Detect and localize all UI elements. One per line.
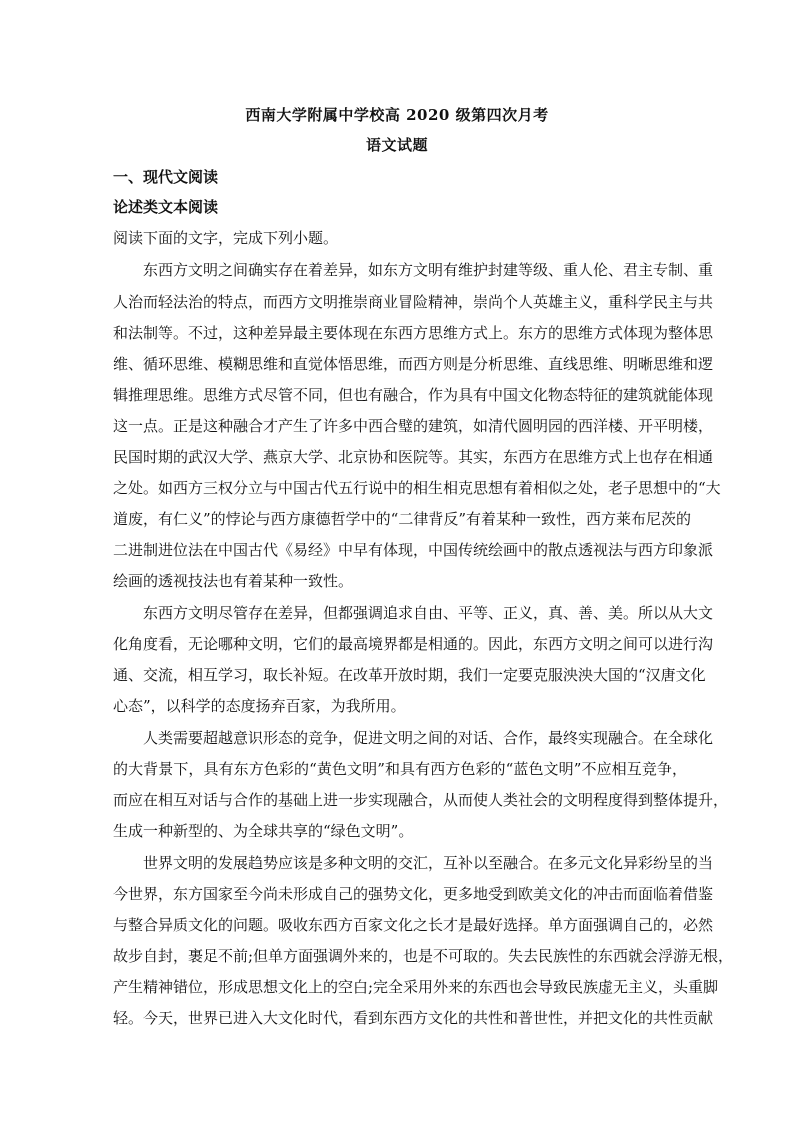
paragraph-1-line-11: 绘画的透视技法也有着某种一致性。 [113, 572, 354, 590]
paragraph-1-line-1: 东西方文明之间确实存在着差异，如东方文明有维护封建等级、重人伦、君主专制、重 [143, 261, 714, 279]
paragraph-1-line-2: 人治而轻法治的特点，而西方文明推崇商业冒险精神，崇尚个人英雄主义，重科学民主与共 [113, 293, 714, 311]
section-heading: 一、现代文阅读 [113, 168, 219, 186]
paragraph-4-line-5: 产生精神错位，形成思想文化上的空白;完全采用外来的东西也会导致民族虚无主义，头重脚 [113, 978, 719, 996]
paragraph-2-line-2: 化角度看，无论哪种文明，它们的最高境界都是相通的。因此，东西方文明之间可以进行沟 [113, 635, 714, 653]
exam-title: 西南大学附属中学校高 2020 级第四次月考 [245, 106, 549, 124]
paragraph-4-line-6: 轻。今天，世界已进入大文化时代，看到东西方文化的共性和普世性，并把文化的共性贡献 [113, 1009, 714, 1027]
exam-subtitle: 语文试题 [365, 136, 428, 154]
paragraph-4-line-4: 故步自封，裹足不前;但单方面强调外来的，也是不可取的。失去民族性的东西就会浮游无根， [113, 947, 734, 965]
paragraph-4-line-2: 今世界，东方国家至今尚未形成自己的强势文化，更多地受到欧美文化的冲击而面临着借鉴 [113, 885, 714, 903]
paragraph-1-line-5: 辑推理思维。思维方式尽管不同，但也有融合，作为具有中国文化物态特征的建筑就能体现 [113, 386, 714, 404]
paragraph-4-line-3: 与整合异质文化的问题。吸收东西方百家文化之长才是最好选择。单方面强调自己的，必然 [113, 916, 714, 934]
paragraph-2-line-3: 通、交流，相互学习，取长补短。在改革开放时期，我们一定要克服泱泱大国的“汉唐文化 [113, 666, 706, 684]
paragraph-1-line-8: 之处。如西方三权分立与中国古代五行说中的相生相克思想有着相似之处，老子思想中的“大 [113, 479, 721, 497]
subsection-heading: 论述类文本阅读 [113, 198, 219, 216]
paragraph-1-line-10: 二进制进位法在中国古代《易经》中早有体现，中国传统绘画中的散点透视法与西方印象派 [113, 541, 714, 559]
paragraph-2-line-1: 东西方文明尽管存在差异，但都强调追求自由、平等、正义，真、善、美。所以从大文 [143, 604, 714, 622]
paragraph-1-line-4: 维、循环思维、模糊思维和直觉体悟思维，而西方则是分析思维、直线思维、明晰思维和逻 [113, 355, 714, 373]
paragraph-3-line-2: 的大背景下，具有东方色彩的“黄色文明”和具有西方色彩的“蓝色文明”不应相互竞争， [113, 760, 687, 778]
paragraph-3-line-1: 人类需要超越意识形态的竞争，促进文明之间的对话、合作，最终实现融合。在全球化 [143, 729, 714, 747]
paragraph-4-line-1: 世界文明的发展趋势应该是多种文明的交汇，互补以至融合。在多元文化异彩纷呈的当 [143, 854, 714, 872]
paragraph-3-line-4: 生成一种新型的、为全球共享的“绿色文明”。 [113, 822, 414, 840]
paragraph-1-line-6: 这一点。正是这种融合才产生了许多中西合璧的建筑，如清代圆明园的西洋楼、开平明楼， [113, 417, 714, 435]
paragraph-1-line-7: 民国时期的武汉大学、燕京大学、北京协和医院等。其实，东西方在思维方式上也存在相通 [113, 448, 714, 466]
paragraph-1-line-9: 道废，有仁义”的悖论与西方康德哲学中的“二律背反”有着某种一致性，西方莱布尼茨的 [113, 510, 692, 528]
paragraph-3-line-3: 而应在相互对话与合作的基础上进一步实现融合，从而使人类社会的文明程度得到整体提升， [113, 791, 729, 809]
paragraph-1-line-3: 和法制等。不过，这种差异最主要体现在东西方思维方式上。东方的思维方式体现为整体思 [113, 324, 714, 342]
instruction-line: 阅读下面的文字，完成下列小题。 [113, 229, 339, 247]
paragraph-2-line-4: 心态”，以科学的态度扬弃百家，为我所用。 [113, 697, 406, 715]
